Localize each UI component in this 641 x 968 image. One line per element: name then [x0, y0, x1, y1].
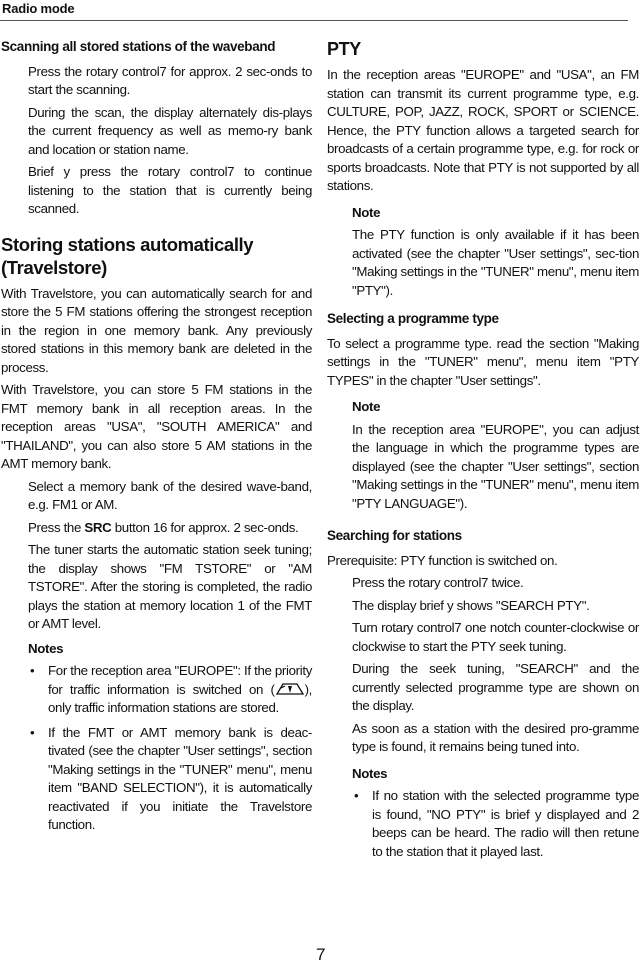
- search-step-5: As soon as a station with the desired pro-gramme type is found, it remains being tuned into.: [352, 720, 639, 754]
- travelstore-step-3: The tuner starts the automatic station seek tuning; the display shows "FM TSTORE" or "AM TSTORE". After the storing is completed, the radio plays the station at memory location 1 of the FMT or AMT level.: [28, 542, 312, 631]
- search-notes-label: Notes: [352, 765, 388, 781]
- header-title: Radio mode: [2, 1, 75, 16]
- select-heading: Selecting a programme type: [327, 311, 499, 326]
- src-button-label: SRC: [84, 519, 112, 535]
- select-note-label: Note: [352, 399, 381, 414]
- pty-heading: PTY: [327, 39, 361, 59]
- page-number: 7: [316, 945, 326, 964]
- header-rule: [0, 20, 628, 21]
- note1-text-b: ), only traffic information stations are stored.: [48, 681, 312, 715]
- search-prereq: Prerequisite: PTY function is switched on.: [327, 552, 558, 568]
- scan-step-3: Brief y press the rotary control7 to continue listening to the station that is currently being scanned.: [28, 164, 312, 216]
- traffic-info-icon: [275, 682, 305, 696]
- travelstore-step-2: [28, 519, 312, 538]
- right-column: [327, 38, 639, 867]
- notes-label: Notes: [28, 640, 64, 656]
- travelstore-notes: [28, 662, 312, 835]
- pty-note-label: Note: [352, 204, 381, 220]
- step2-text-b: button 16 for approx. 2 sec-onds.: [111, 519, 299, 535]
- travelstore-heading: Storing stations automatically (Travelstore): [1, 233, 254, 278]
- left-column: [1, 38, 312, 841]
- search-step-2: The display brief y shows "SEARCH PTY".: [352, 597, 590, 613]
- travelstore-step-1: Select a memory bank of the desired wave-band, e.g. FM1 or AM.: [28, 478, 312, 512]
- note-item: • If the FMT or AMT memory bank is deac-tivated (see the chapter "User settings", section "Making settings in the "TUNER" menu", menu item "BAND SELECTION"), it is automatically reactivated if you initiate the Travelstore function.: [28, 724, 312, 835]
- search-notes: [352, 787, 639, 861]
- search-step-4: During the seek tuning, "SEARCH" and the currently selected programme type are shown on the display.: [352, 661, 639, 713]
- select-note: In the reception area "EUROPE", you can adjust the language in which the programme types are displayed (see the chapter "User settings", section "Making settings in the "TUNER" menu", menu item "PTY LANGUAGE").: [352, 421, 639, 511]
- search-step-1: Press the rotary control7 twice.: [352, 575, 524, 590]
- search-step-3: Turn rotary control7 one notch counter-clockwise or clockwise to start the PTY seek tuning.: [352, 620, 639, 654]
- pty-note: The PTY function is only available if it has been activated (see the chapter "User settings", sec-tion "Making settings in the "TUNER" menu", menu item "PTY").: [352, 227, 639, 298]
- search-heading: Searching for stations: [327, 528, 462, 543]
- select-text: To select a programme type. read the section "Making settings in the "TUNER" menu", menu item "PTY TYPES" in the chapter "User settings".: [327, 335, 639, 388]
- pty-intro: In the reception areas "EUROPE" and "USA", an FM station can transmit its current programme type, e.g. CULTURE, POP, JAZZ, ROCK, SPORT or SCIENCE. Hence, the PTY function allows a targeted search for broadcasts of a certain programme type, e.g. for rock or sports broadcasts. Note that PTY is not supported by all stations.: [327, 67, 639, 193]
- travelstore-info: With Travelstore, you can store 5 FM stations in the FMT memory bank in all reception areas. In the reception areas "USA", "SOUTH AMERICA" and "THAILAND", you can also store 5 AM stations in the AMT memory bank.: [1, 382, 312, 471]
- note-item: [28, 662, 312, 718]
- travelstore-intro: With Travelstore, you can automatically search for and store the 5 FM stations offering the strongest reception in the region in one memory bank. Any previously stored stations in this memory bank are deleted in the process.: [1, 285, 312, 375]
- page-header: [0, 0, 641, 22]
- note1-text-a: For the reception area "EUROPE": If the priority for traffic information is switched on (: [48, 663, 312, 697]
- scan-step-2: During the scan, the display alternately dis-plays the current frequency as well as memo-ry bank and location or station name.: [28, 104, 312, 157]
- scan-step-1: Press the rotary control7 for approx. 2 sec-onds to start the scanning.: [28, 63, 312, 97]
- scan-heading: Scanning all stored stations of the waveband: [1, 39, 276, 54]
- step2-text-a: Press the: [28, 519, 85, 535]
- note-item: • If no station with the selected programme type is found, "NO PTY" is brief y displayed and 2 beeps can be heard. The radio will then retune to the station that it played last.: [352, 787, 639, 861]
